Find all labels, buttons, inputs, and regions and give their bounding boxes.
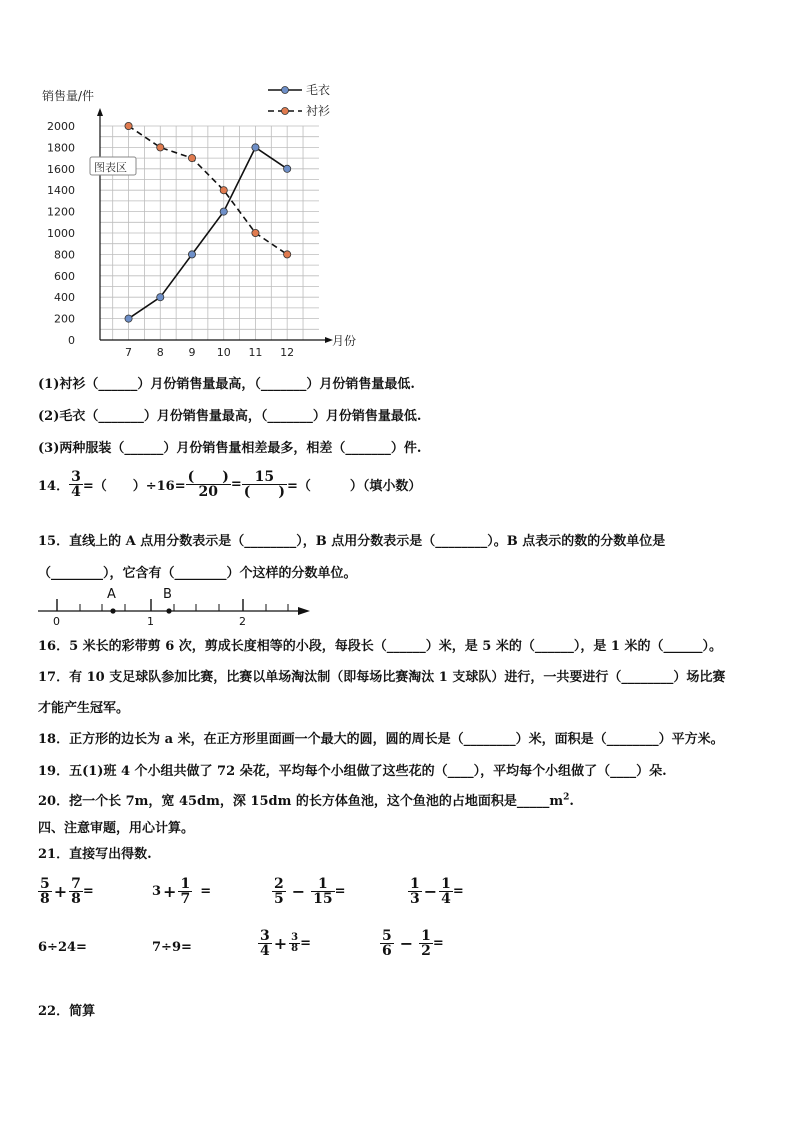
q18: 18．正方形的边长为 a 米，在正方形里面画一个最大的圆，圆的周长是（________）米，面积是（________）平方米。 (38, 732, 724, 747)
y-tick-label: 1200 (47, 205, 75, 219)
legend-label-sweater: 毛衣 (306, 83, 331, 97)
e3-eq: = (334, 884, 346, 899)
tick-label-0: 0 (53, 615, 60, 628)
y-tick-label: 0 (68, 334, 75, 347)
y-axis-title: 销售量/件 (42, 89, 95, 103)
y-tick-label: 1600 (47, 162, 75, 176)
q13-part1: (1)衬衫（______）月份销售量最高，（_______）月份销售量最低. (38, 377, 415, 392)
e1-op: + (53, 882, 68, 901)
q14-fraction-2 (186, 470, 231, 499)
q21-expr-8 (380, 929, 444, 958)
x-tick-label: 10 (216, 346, 231, 359)
x-axis-title: 月份 (332, 334, 357, 348)
e3-a-den: 5 (274, 891, 284, 907)
e7-a-num: 3 (260, 928, 270, 944)
e1-a-num: 5 (40, 876, 50, 892)
y-tick-labels (47, 120, 75, 347)
y-tick-label: 1800 (47, 141, 75, 155)
q14-eq1: =（ ）÷16= (82, 479, 186, 494)
e2-whole: 3 (152, 884, 162, 899)
q19: 19．五(1)班 4 个小组共做了 72 朵花，平均每个小组做了这些花的（____），平均每个小组做了（____）朵. (38, 764, 667, 779)
data-point-shirt (157, 144, 164, 151)
e7-eq: = (300, 936, 312, 951)
tick-label-2: 2 (239, 615, 246, 628)
x-tick-label: 12 (280, 346, 295, 359)
y-tick-label: 800 (54, 248, 75, 262)
q15-line1: 15．直线上的 A 点用分数表示是（________），B 点用分数表示是（________）。B 点表示的数的分数单位是 (38, 534, 666, 549)
q14 (38, 470, 421, 499)
q13-part2: (2)毛衣（_______）月份销售量最高，（_______）月份销售量最低. (38, 409, 422, 424)
q21-expr-5: 6÷24= (38, 940, 87, 955)
q14-fraction-1 (69, 470, 83, 499)
q17-line2: 才能产生冠军。 (38, 701, 130, 716)
data-point-sweater (220, 208, 227, 215)
y-tick-label: 1000 (47, 227, 75, 240)
q20-end: . (569, 794, 574, 809)
q14-f3-denominator: ( ) (243, 484, 286, 500)
e3-a-num: 2 (274, 876, 284, 892)
y-tick-label: 600 (54, 269, 75, 283)
section-4-heading: 四、注意审题，用心计算。 (38, 821, 195, 836)
e8-a-den: 6 (382, 943, 392, 959)
number-line (30, 582, 320, 628)
point-a-label: A (107, 587, 116, 602)
y-tick-label: 1400 (47, 184, 75, 198)
e2-b-num: 1 (180, 876, 191, 892)
legend-marker-sweater (282, 87, 289, 94)
data-point-sweater (284, 165, 291, 172)
number-line-arrow-icon (298, 607, 310, 615)
q21-expr-4 (408, 877, 464, 906)
e2-eq: = (200, 884, 212, 899)
q13-part3: (3)两种服装（______）月份销售量相差最多，相差（_______）件. (38, 441, 422, 456)
tick-label-1: 1 (147, 615, 154, 628)
q14-f3-numerator: 15 (242, 470, 287, 485)
data-point-sweater (125, 315, 132, 322)
q21-expr-1 (38, 877, 94, 906)
q21-expr-7 (258, 929, 311, 958)
e8-a-num: 5 (382, 928, 392, 944)
e2-b-den: 7 (180, 891, 191, 907)
e8-eq: = (432, 936, 444, 951)
e4-op: − (423, 882, 438, 901)
point-a (110, 608, 115, 613)
e2-op: + (163, 882, 177, 901)
e7-a-den: 4 (260, 943, 270, 959)
x-tick-label: 9 (188, 346, 196, 359)
number-line-ticks (57, 599, 288, 611)
e3-op: − (291, 882, 306, 901)
q14-f1-denominator: 4 (71, 484, 81, 500)
q22-title: 22．简算 (38, 1004, 96, 1019)
e7-op: + (273, 934, 288, 953)
data-point-shirt (188, 155, 195, 162)
chart-area-tag (90, 157, 136, 175)
q17-line1: 17．有 10 支足球队参加比赛，比赛以单场淘汰制（即每场比赛淘汰 1 支球队）进行，一共要进行（________）场比赛 (38, 670, 726, 685)
q15-line2: （________），它含有（________）个这样的分数单位。 (38, 566, 357, 581)
y-axis-arrow-icon (97, 108, 103, 116)
q14-f1-numerator: 3 (71, 469, 81, 485)
q16: 16．5 米长的彩带剪 6 次，剪成长度相等的小段，每段长（______）米，是 5 米的（______），是 1 米的（______）。 (38, 639, 722, 654)
q21-title: 21．直接写出得数. (38, 847, 152, 862)
q14-number: 14． (38, 479, 70, 494)
y-tick-label: 200 (54, 312, 75, 326)
e8-b-num: 1 (421, 928, 431, 944)
q14-fraction-3 (242, 470, 287, 499)
e1-b-den: 8 (71, 891, 81, 907)
q21-expr-2 (152, 877, 211, 906)
sales-line-chart (30, 78, 370, 363)
q14-eq3: =（ ）（填小数） (287, 479, 422, 494)
e1-b-num: 7 (71, 876, 81, 892)
x-tick-label: 8 (156, 346, 164, 359)
y-tick-label: 2000 (47, 120, 75, 133)
e4-a-den: 3 (410, 891, 420, 907)
q14-f2-denominator: 20 (198, 484, 218, 500)
point-b (166, 608, 171, 613)
q21-expr-6: 7÷9= (152, 940, 192, 955)
e4-eq: = (452, 884, 464, 899)
e4-b-den: 4 (441, 891, 451, 907)
e1-eq: = (82, 884, 94, 899)
data-point-shirt (252, 229, 259, 236)
data-point-shirt (125, 122, 132, 129)
e1-a-den: 8 (40, 891, 50, 907)
q20-sup: 2 (563, 792, 570, 803)
legend (268, 83, 330, 118)
q20 (38, 790, 574, 809)
e3-b-den: 15 (313, 891, 333, 907)
x-tick-label: 7 (125, 346, 133, 359)
q20-text: 20．挖一个长 7m，宽 45dm，深 15dm 的长方体鱼池，这个鱼池的占地面积是_____m (38, 794, 564, 809)
q14-eq2: = (230, 477, 242, 492)
e8-b-den: 2 (421, 943, 431, 959)
y-tick-label: 400 (54, 291, 75, 305)
q14-f2-numerator: ( ) (187, 469, 229, 485)
e4-a-num: 1 (410, 876, 420, 892)
e3-b-num: 1 (311, 877, 334, 892)
data-point-shirt (284, 251, 291, 258)
e8-op: − (399, 934, 414, 953)
x-tick-labels (125, 346, 294, 359)
e7-b-den: 8 (291, 943, 299, 954)
e7-b-num: 3 (291, 932, 299, 943)
point-b-label: B (163, 587, 172, 602)
q21-expr-3 (272, 877, 346, 906)
data-point-sweater (188, 251, 195, 258)
x-tick-label: 11 (248, 346, 263, 359)
data-point-sweater (252, 144, 259, 151)
chart-area-label: 图表区 (94, 161, 127, 174)
data-point-sweater (157, 294, 164, 301)
data-point-shirt (220, 187, 227, 194)
e4-b-num: 1 (441, 876, 451, 892)
legend-label-shirt: 衬衫 (306, 104, 331, 118)
legend-marker-shirt (282, 108, 289, 115)
